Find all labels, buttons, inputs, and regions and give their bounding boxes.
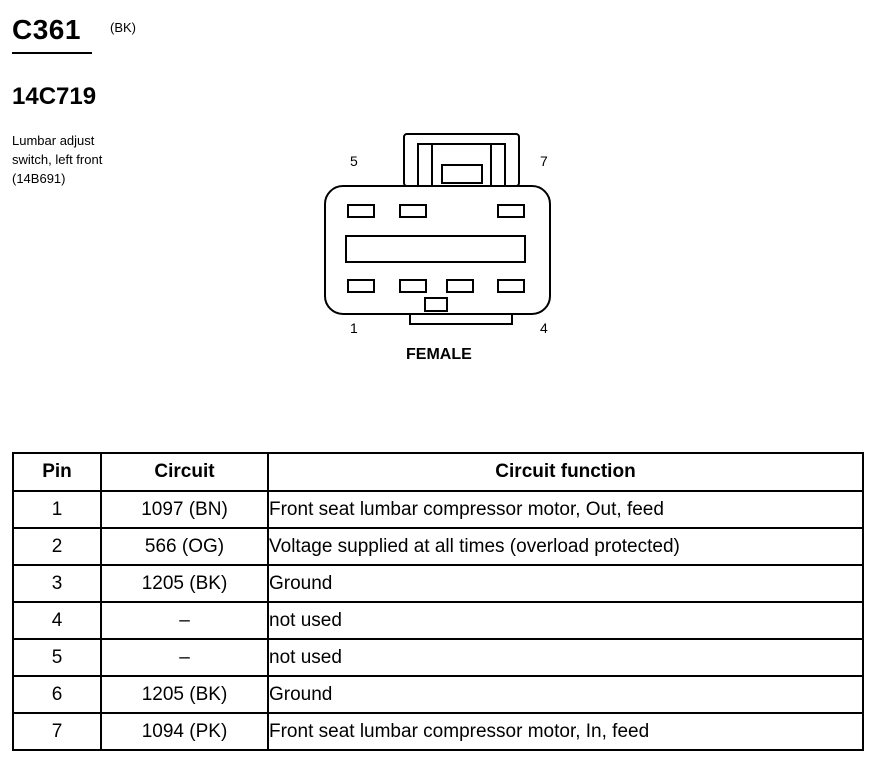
table-row xyxy=(13,528,863,565)
function-cell: Ground xyxy=(268,676,863,713)
center-slot xyxy=(346,236,525,262)
cavity-5 xyxy=(348,205,374,217)
circuit-cell: – xyxy=(101,639,268,676)
table-row xyxy=(13,491,863,528)
function-cell: Ground xyxy=(268,565,863,602)
pin-cell: 4 xyxy=(13,602,101,639)
pin-cell: 5 xyxy=(13,639,101,676)
cavity-1 xyxy=(348,280,374,292)
function-cell: not used xyxy=(268,639,863,676)
latch-tab xyxy=(442,165,482,183)
function-cell: Voltage supplied at all times (overload protected) xyxy=(268,528,863,565)
connector-view-label: FEMALE xyxy=(406,346,472,363)
circuit-cell: 1205 (BK) xyxy=(101,676,268,713)
table-header-row xyxy=(13,453,863,491)
pin-label-top-right: 7 xyxy=(540,153,548,169)
table-row xyxy=(13,639,863,676)
connector-color: (BK) xyxy=(110,20,136,35)
cavity-2 xyxy=(400,280,426,292)
table-row xyxy=(13,565,863,602)
pin-label-top-left: 5 xyxy=(350,153,358,169)
function-cell: not used xyxy=(268,602,863,639)
pin-label-bottom-left: 1 xyxy=(350,320,358,336)
pin-cell: 6 xyxy=(13,676,101,713)
cavity-4 xyxy=(498,280,524,292)
description-line: Lumbar adjust xyxy=(12,133,95,148)
header-circuit-function: Circuit function xyxy=(268,453,863,491)
part-number: 14C719 xyxy=(12,83,97,110)
pin-cell: 2 xyxy=(13,528,101,565)
header-pin: Pin xyxy=(13,453,101,491)
circuit-cell: – xyxy=(101,602,268,639)
pin-label-bottom-right: 4 xyxy=(540,320,548,336)
circuit-cell: 1094 (PK) xyxy=(101,713,268,750)
latch-outer xyxy=(404,134,519,186)
function-cell: Front seat lumbar compressor motor, Out, feed xyxy=(268,491,863,528)
pinout-table xyxy=(12,452,864,751)
table-row xyxy=(13,676,863,713)
circuit-cell: 1097 (BN) xyxy=(101,491,268,528)
circuit-cell: 1205 (BK) xyxy=(101,565,268,602)
cavity-3 xyxy=(447,280,473,292)
circuit-cell: 566 (OG) xyxy=(101,528,268,565)
key-notch xyxy=(425,298,447,311)
pin-cell: 1 xyxy=(13,491,101,528)
cavity-7 xyxy=(498,205,524,217)
description-line: switch, left front xyxy=(12,152,103,167)
table-row xyxy=(13,602,863,639)
function-cell: Front seat lumbar compressor motor, In, feed xyxy=(268,713,863,750)
pin-cell: 7 xyxy=(13,713,101,750)
connector-id: C361 xyxy=(12,14,81,45)
table-row xyxy=(13,713,863,750)
pin-cell: 3 xyxy=(13,565,101,602)
description-line: (14B691) xyxy=(12,171,66,186)
bottom-key xyxy=(410,314,512,324)
cavity-6 xyxy=(400,205,426,217)
header-circuit: Circuit xyxy=(101,453,268,491)
